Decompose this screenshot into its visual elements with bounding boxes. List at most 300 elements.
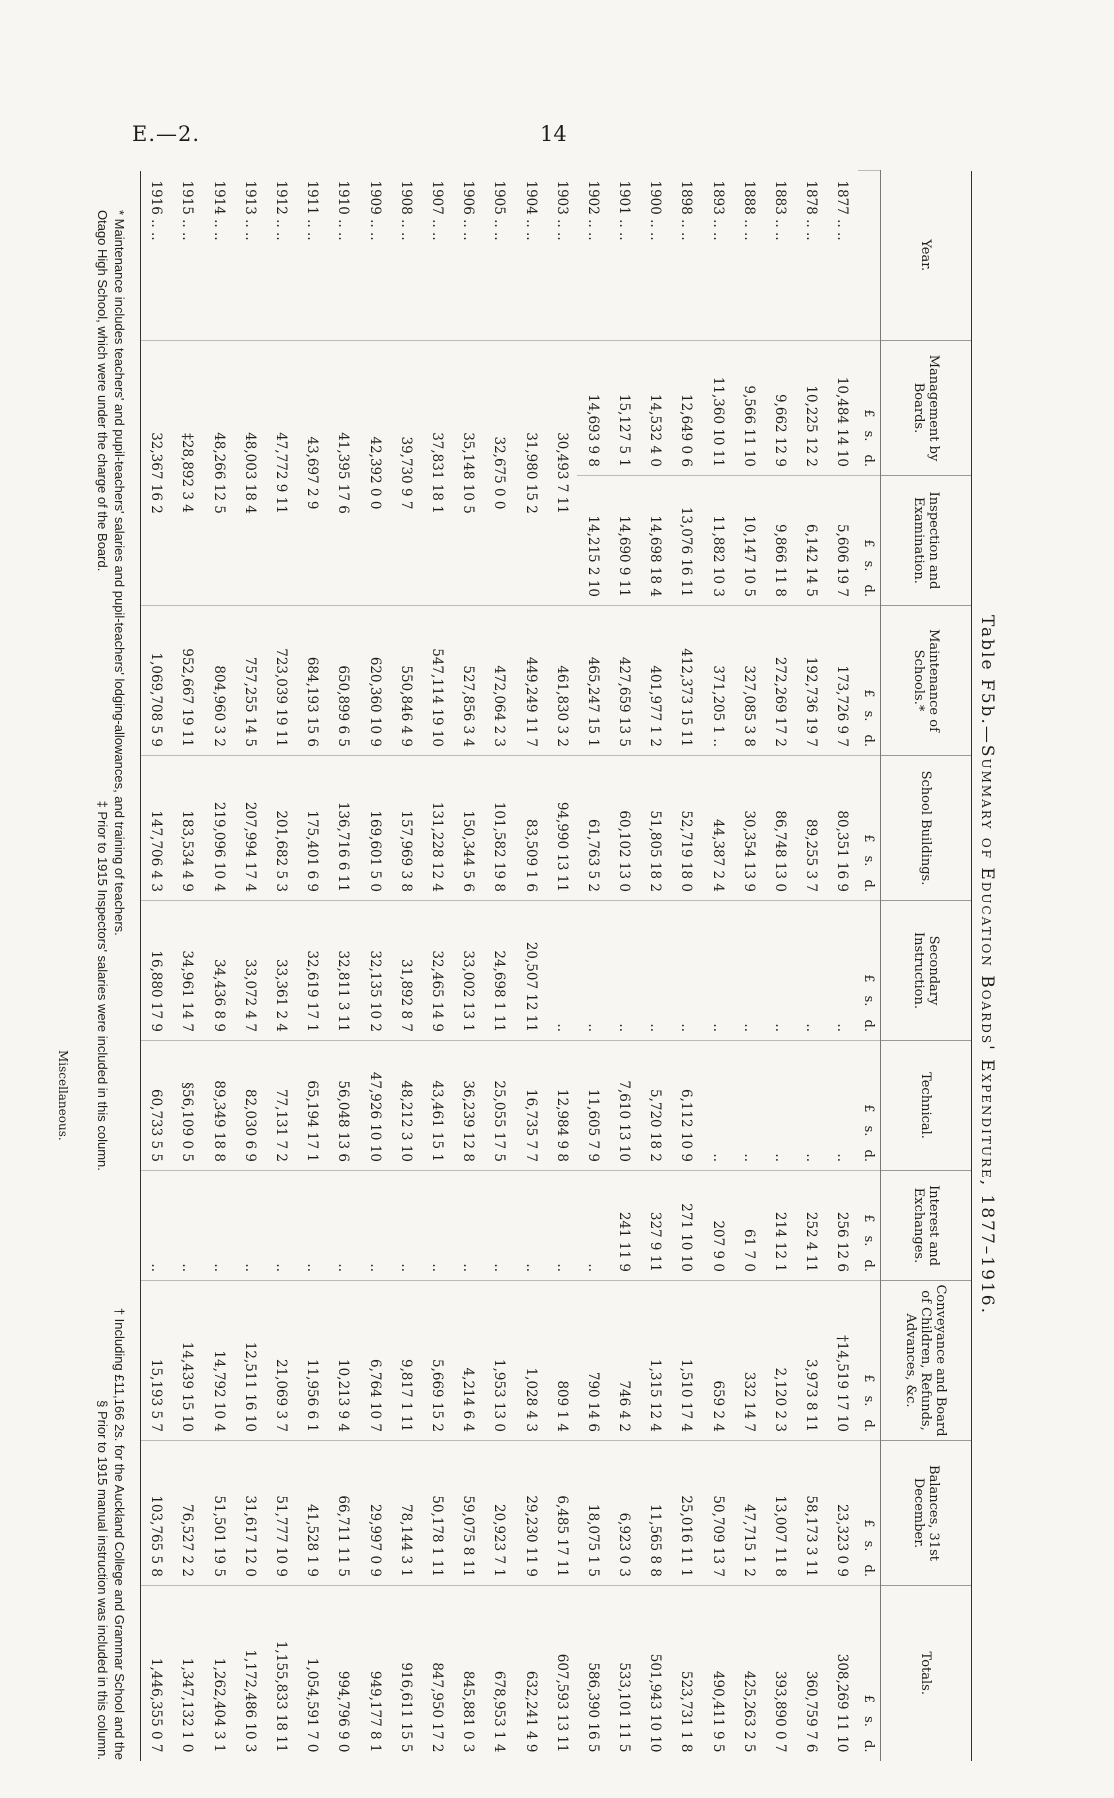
footnote-row-1 — [111, 210, 128, 1760]
value-cell: 136,716 6 11 — [328, 756, 359, 901]
table-title — [972, 170, 1002, 1760]
value-cell: 684,193 15 6 — [297, 606, 328, 756]
value-cell: .. — [484, 1171, 515, 1281]
unit-label: £ s. d. — [858, 606, 881, 756]
table-row — [515, 171, 546, 1761]
value-cell: 101,582 19 8 — [484, 756, 515, 901]
value-cell: 5,669 15 2 — [421, 1281, 452, 1441]
value-cell: 89,349 18 8 — [203, 1041, 234, 1171]
value-cell: 360,759 7 6 — [796, 1586, 827, 1761]
value-cell: 18,075 1 5 — [577, 1441, 608, 1586]
value-cell: 632,241 4 9 — [515, 1586, 546, 1761]
value-cell: 103,765 5 8 — [140, 1441, 172, 1586]
column-header: Conveyance and Board of Children, Refunds, Advances, &c. — [881, 1281, 972, 1441]
value-cell: 39,730 9 7 — [390, 341, 421, 606]
value-cell: 183,534 4 9 — [172, 756, 203, 901]
value-cell: 271 10 10 — [671, 1171, 702, 1281]
table-row — [484, 171, 515, 1761]
value-cell: 43,697 2 9 — [297, 341, 328, 606]
value-cell: 15,127 5 1 — [609, 341, 640, 476]
units-row — [858, 171, 881, 1761]
value-cell: .. — [764, 901, 795, 1041]
value-cell: 9,566 11 10 — [733, 341, 764, 476]
value-cell: 809 1 4 — [546, 1281, 577, 1441]
value-cell: 20,923 7 1 — [484, 1441, 515, 1586]
year-cell: 1911 .. .. — [304, 180, 321, 241]
column-header: Secondary Instruction. — [881, 901, 972, 1041]
value-cell: 427,659 13 5 — [609, 606, 640, 756]
value-cell: 3,973 8 11 — [796, 1281, 827, 1441]
value-cell: 13,007 11 8 — [764, 1441, 795, 1586]
value-cell: 78,144 3 1 — [390, 1441, 421, 1586]
rotated-table-panel — [56, 170, 1002, 1760]
value-cell: 327 9 11 — [640, 1171, 671, 1281]
value-cell: .. — [203, 1171, 234, 1281]
value-cell: 50,178 1 11 — [421, 1441, 452, 1586]
value-cell: 41,395 17 6 — [328, 341, 359, 606]
value-cell: 58,173 3 11 — [796, 1441, 827, 1586]
unit-label: £ s. d. — [858, 1441, 881, 1586]
value-cell: 607,593 13 11 — [546, 1586, 577, 1761]
year-cell: 1901 .. .. — [616, 180, 633, 241]
value-cell: 14,439 15 10 — [172, 1281, 203, 1441]
value-cell: .. — [702, 1041, 733, 1171]
header-row — [881, 171, 972, 1761]
value-cell: 252 4 11 — [796, 1171, 827, 1281]
table-row — [546, 171, 577, 1761]
value-cell: 256 12 6 — [827, 1171, 858, 1281]
value-cell: 24,698 1 11 — [484, 901, 515, 1041]
value-cell: 192,736 19 7 — [796, 606, 827, 756]
value-cell: 650,899 6 5 — [328, 606, 359, 756]
table-row — [733, 171, 764, 1761]
value-cell: 147,706 4 3 — [140, 756, 172, 901]
value-cell: 465,247 15 1 — [577, 606, 608, 756]
value-cell: .. — [359, 1171, 390, 1281]
value-cell: 16,735 7 7 — [515, 1041, 546, 1171]
value-cell: 327,085 3 8 — [733, 606, 764, 756]
value-cell: 30,354 13 9 — [733, 756, 764, 901]
value-cell: 12,649 0 6 — [671, 341, 702, 476]
year-cell: 1909 .. .. — [366, 180, 383, 241]
value-cell: 11,565 8 8 — [640, 1441, 671, 1586]
table-row — [577, 171, 608, 1761]
value-cell: .. — [702, 901, 733, 1041]
value-cell: 44,387 2 4 — [702, 756, 733, 901]
value-cell: 33,002 13 1 — [453, 901, 484, 1041]
value-cell: 949,177 8 1 — [359, 1586, 390, 1761]
value-cell: 201,682 5 3 — [265, 756, 296, 901]
value-cell: 56,048 13 6 — [328, 1041, 359, 1171]
value-cell: 804,960 3 2 — [203, 606, 234, 756]
value-cell: 425,263 2 5 — [733, 1586, 764, 1761]
year-cell: 1916 .. .. — [140, 171, 172, 341]
value-cell: 207,994 17 4 — [234, 756, 265, 901]
value-cell: .. — [733, 1041, 764, 1171]
value-cell: 76,527 2 2 — [172, 1441, 203, 1586]
value-cell: 6,485 17 11 — [546, 1441, 577, 1586]
value-cell: 32,619 17 1 — [297, 901, 328, 1041]
value-cell: 9,817 1 11 — [390, 1281, 421, 1441]
value-cell: 23,323 0 9 — [827, 1441, 858, 1586]
value-cell: 14,792 10 4 — [203, 1281, 234, 1441]
table-row — [609, 171, 640, 1761]
value-cell: 6,142 14 5 — [796, 476, 827, 606]
value-cell: 25,055 17 5 — [484, 1041, 515, 1171]
value-cell: 59,075 8 11 — [453, 1441, 484, 1586]
value-cell: 449,249 11 7 — [515, 606, 546, 756]
unit-label: £ s. d. — [858, 476, 881, 606]
value-cell: 6,764 10 7 — [359, 1281, 390, 1441]
unit-label: £ s. d. — [858, 756, 881, 901]
value-cell: 501,943 10 10 — [640, 1586, 671, 1761]
value-cell: 4,214 6 4 — [453, 1281, 484, 1441]
value-cell: 1,069,708 5 9 — [140, 606, 172, 756]
year-cell: 1914 .. .. — [210, 180, 227, 241]
value-cell: 5,606 19 7 — [827, 476, 858, 606]
value-cell: 723,039 19 11 — [265, 606, 296, 756]
footnote-row-2 — [94, 210, 111, 1760]
column-header: Year. — [881, 171, 972, 341]
value-cell: 175,401 6 9 — [297, 756, 328, 901]
unit-label: £ s. d. — [858, 901, 881, 1041]
value-cell: .. — [671, 901, 702, 1041]
value-cell: 48,266 12 5 — [203, 341, 234, 606]
value-cell: 32,675 0 0 — [484, 341, 515, 606]
table-row — [328, 171, 359, 1761]
value-cell: 1,315 12 4 — [640, 1281, 671, 1441]
year-cell: 1913 .. .. — [241, 180, 258, 241]
value-cell: 272,269 17 2 — [764, 606, 795, 756]
value-cell: .. — [515, 1171, 546, 1281]
value-cell: 845,881 0 3 — [453, 1586, 484, 1761]
value-cell: 757,255 14 5 — [234, 606, 265, 756]
value-cell: 47,926 10 10 — [359, 1041, 390, 1171]
value-cell: .. — [577, 1171, 608, 1281]
value-cell: 60,102 13 0 — [609, 756, 640, 901]
value-cell: 32,465 14 9 — [421, 901, 452, 1041]
value-cell: 94,990 13 11 — [546, 756, 577, 901]
table-row — [359, 171, 390, 1761]
value-cell: 214 12 1 — [764, 1171, 795, 1281]
value-cell: .. — [546, 901, 577, 1041]
value-cell: 523,731 1 8 — [671, 1586, 702, 1761]
year-cell: 1883 .. .. — [772, 180, 789, 241]
value-cell: 29,997 0 9 — [359, 1441, 390, 1586]
value-cell: 37,831 18 1 — [421, 341, 452, 606]
value-cell: 21,069 3 7 — [265, 1281, 296, 1441]
value-cell: 527,856 3 4 — [453, 606, 484, 756]
value-cell: 10,213 9 4 — [328, 1281, 359, 1441]
footnote-double-dagger: ‡ Prior to 1915 Inspectors' salaries were included in this column. — [94, 800, 110, 1171]
value-cell: 33,361 2 4 — [265, 901, 296, 1041]
value-cell: .. — [827, 1041, 858, 1171]
table-row — [702, 171, 733, 1761]
value-cell: 31,980 15 2 — [515, 341, 546, 606]
value-cell: 472,064 2 3 — [484, 606, 515, 756]
value-cell: 32,811 3 11 — [328, 901, 359, 1041]
table-row — [265, 171, 296, 1761]
unit-label: £ s. d. — [858, 341, 881, 476]
table-row — [140, 171, 172, 1761]
value-cell: 916,611 15 5 — [390, 1586, 421, 1761]
value-cell: 219,096 10 4 — [203, 756, 234, 901]
footnote-dagger: † Including £11,166 2s. for the Auckland College and Grammar School and the — [111, 1307, 127, 1760]
value-cell: 33,072 4 7 — [234, 901, 265, 1041]
value-cell: 52,719 18 0 — [671, 756, 702, 901]
value-cell: .. — [733, 901, 764, 1041]
value-cell: .. — [827, 901, 858, 1041]
value-cell: 10,484 14 10 — [827, 341, 858, 476]
unit-label: £ s. d. — [858, 1281, 881, 1441]
value-cell: 14,690 9 11 — [609, 476, 640, 606]
value-cell: 2,120 2 3 — [764, 1281, 795, 1441]
value-cell: 51,805 18 2 — [640, 756, 671, 901]
value-cell: 32,367 16 2 — [140, 341, 172, 606]
value-cell: 620,360 10 9 — [359, 606, 390, 756]
value-cell: .. — [796, 901, 827, 1041]
year-cell: 1903 .. .. — [553, 180, 570, 241]
value-cell: 11,360 10 11 — [702, 341, 733, 476]
value-cell: 47,772 9 11 — [265, 341, 296, 606]
value-cell: 86,748 13 0 — [764, 756, 795, 901]
value-cell: 16,880 17 9 — [140, 901, 172, 1041]
column-header: Totals. — [881, 1586, 972, 1761]
value-cell: .. — [577, 901, 608, 1041]
value-cell: 11,956 6 1 — [297, 1281, 328, 1441]
value-cell: 48,003 18 4 — [234, 341, 265, 606]
page-id: E.—2. — [132, 122, 201, 146]
unit-label: £ s. d. — [858, 1586, 881, 1761]
value-cell: 20,507 12 11 — [515, 901, 546, 1041]
value-cell: 14,215 2 10 — [577, 476, 608, 606]
value-cell: 32,135 10 2 — [359, 901, 390, 1041]
value-cell: .. — [297, 1171, 328, 1281]
value-cell: 82,030 6 9 — [234, 1041, 265, 1171]
value-cell: .. — [609, 901, 640, 1041]
value-cell: 12,984 9 8 — [546, 1041, 577, 1171]
value-cell: .. — [140, 1171, 172, 1281]
table-title-main: Summary of Education Boards' Expenditure, 1877–1916. — [977, 744, 997, 1315]
value-cell: 14,693 9 8 — [577, 341, 608, 476]
column-header: Inspection and Examination. — [881, 476, 972, 606]
value-cell: 77,131 7 2 — [265, 1041, 296, 1171]
year-cell: 1893 .. .. — [709, 180, 726, 241]
year-cell: 1902 .. .. — [584, 180, 601, 241]
value-cell: .. — [265, 1171, 296, 1281]
footnotes — [94, 170, 128, 1760]
value-cell: 169,601 5 0 — [359, 756, 390, 901]
value-cell: 1,262,404 3 1 — [203, 1586, 234, 1761]
value-cell: 790 14 6 — [577, 1281, 608, 1441]
table-row — [640, 171, 671, 1761]
value-cell: 83,509 1 6 — [515, 756, 546, 901]
unit-label: £ s. d. — [858, 1171, 881, 1281]
table-title-prefix: Table F5b.— — [977, 615, 997, 745]
table-row — [297, 171, 328, 1761]
value-cell: 15,193 5 7 — [140, 1281, 172, 1441]
year-cell: 1912 .. .. — [273, 180, 290, 241]
value-cell: 13,076 16 11 — [671, 476, 702, 606]
value-cell: .. — [640, 901, 671, 1041]
value-cell: 371,205 1 .. — [702, 606, 733, 756]
value-cell: 12,511 16 10 — [234, 1281, 265, 1441]
value-cell: 9,866 11 8 — [764, 476, 795, 606]
value-cell: 41,528 1 9 — [297, 1441, 328, 1586]
value-cell: 586,390 16 5 — [577, 1586, 608, 1761]
year-cell: 1908 .. .. — [397, 180, 414, 241]
value-cell: 401,977 1 2 — [640, 606, 671, 756]
value-cell: .. — [328, 1171, 359, 1281]
value-cell: 678,953 1 4 — [484, 1586, 515, 1761]
column-header: Interest and Exchanges. — [881, 1171, 972, 1281]
footnote-otago: Otago High School, which were under the charge of the Board. — [94, 210, 110, 572]
year-cell: 1910 .. .. — [335, 180, 352, 241]
value-cell: 14,698 18 4 — [640, 476, 671, 606]
value-cell: 994,796 9 0 — [328, 1586, 359, 1761]
value-cell: 48,212 3 10 — [390, 1041, 421, 1171]
value-cell: 847,950 17 2 — [421, 1586, 452, 1761]
value-cell: 659 2 4 — [702, 1281, 733, 1441]
value-cell: 10,147 10 5 — [733, 476, 764, 606]
value-cell: 1,028 4 3 — [515, 1281, 546, 1441]
value-cell: 746 4 2 — [609, 1281, 640, 1441]
value-cell: 34,436 8 9 — [203, 901, 234, 1041]
year-cell: 1878 .. .. — [803, 180, 820, 241]
value-cell: 241 11 9 — [609, 1171, 640, 1281]
value-cell: 34,961 14 7 — [172, 901, 203, 1041]
year-cell: 1906 .. .. — [460, 180, 477, 241]
value-cell: 14,532 4 0 — [640, 341, 671, 476]
value-cell: 207 9 0 — [702, 1171, 733, 1281]
value-cell: 50,709 13 7 — [702, 1441, 733, 1586]
year-cell: 1905 .. .. — [491, 180, 508, 241]
value-cell: 66,711 11 5 — [328, 1441, 359, 1586]
value-cell: 393,890 0 7 — [764, 1586, 795, 1761]
value-cell: 533,101 11 5 — [609, 1586, 640, 1761]
value-cell: 89,255 3 7 — [796, 756, 827, 901]
table-row — [203, 171, 234, 1761]
value-cell: 60,733 5 5 — [140, 1041, 172, 1171]
miscellaneous-note: Miscellaneous. — [56, 1050, 70, 1141]
value-cell: 490,411 9 5 — [702, 1586, 733, 1761]
value-cell: 11,882 10 3 — [702, 476, 733, 606]
value-cell: 51,777 10 9 — [265, 1441, 296, 1586]
table-row — [421, 171, 452, 1761]
value-cell: .. — [172, 1171, 203, 1281]
year-cell: 1907 .. .. — [428, 180, 445, 241]
value-cell: 35,148 10 5 — [453, 341, 484, 606]
value-cell: 47,715 1 2 — [733, 1441, 764, 1586]
value-cell: 332 14 7 — [733, 1281, 764, 1441]
column-header: Management by Boards. — [881, 341, 972, 476]
value-cell: .. — [421, 1171, 452, 1281]
value-cell: 412,373 15 11 — [671, 606, 702, 756]
value-cell: 1,155,833 18 11 — [265, 1586, 296, 1761]
value-cell: 6,112 10 9 — [671, 1041, 702, 1171]
value-cell: .. — [453, 1171, 484, 1281]
column-header: Maintenance of Schools.* — [881, 606, 972, 756]
value-cell: 1,172,486 10 3 — [234, 1586, 265, 1761]
table-row — [390, 171, 421, 1761]
value-cell: 173,726 9 7 — [827, 606, 858, 756]
column-header: School Buildings. — [881, 756, 972, 901]
table-row — [796, 171, 827, 1761]
value-cell: 131,228 12 4 — [421, 756, 452, 901]
value-cell: 80,351 16 9 — [827, 756, 858, 901]
value-cell: 308,269 11 10 — [827, 1586, 858, 1761]
value-cell: 10,225 12 2 — [796, 341, 827, 476]
table-row — [827, 171, 858, 1761]
table-row — [671, 171, 702, 1761]
expenditure-table — [140, 170, 972, 1761]
value-cell: .. — [796, 1041, 827, 1171]
value-cell: 1,347,132 1 0 — [172, 1586, 203, 1761]
table-row — [234, 171, 265, 1761]
footnote-section: § Prior to 1915 manual instruction was included in this column. — [94, 1400, 110, 1760]
value-cell: 25,016 11 1 — [671, 1441, 702, 1586]
value-cell: 9,662 12 9 — [764, 341, 795, 476]
value-cell: 61,763 5 2 — [577, 756, 608, 901]
value-cell: 1,054,591 7 0 — [297, 1586, 328, 1761]
year-cell: 1898 .. .. — [678, 180, 695, 241]
year-cell: 1888 .. .. — [740, 180, 757, 241]
unit-label: £ s. d. — [858, 1041, 881, 1171]
page-number: 14 — [540, 122, 567, 146]
value-cell: ‡28,892 3 4 — [172, 341, 203, 606]
value-cell: 11,605 7 9 — [577, 1041, 608, 1171]
value-cell: 461,830 3 2 — [546, 606, 577, 756]
value-cell: †14,519 17 10 — [827, 1281, 858, 1441]
value-cell: 1,446,355 0 7 — [140, 1586, 172, 1761]
value-cell: 61 7 0 — [733, 1171, 764, 1281]
value-cell: 36,239 12 8 — [453, 1041, 484, 1171]
column-header: Balances, 31st December. — [881, 1441, 972, 1586]
value-cell: 5,720 18 2 — [640, 1041, 671, 1171]
value-cell: 42,392 0 0 — [359, 341, 390, 606]
value-cell: .. — [390, 1171, 421, 1281]
table-body — [140, 171, 858, 1761]
value-cell: 157,969 3 8 — [390, 756, 421, 901]
value-cell: 6,923 0 3 — [609, 1441, 640, 1586]
column-header: Technical. — [881, 1041, 972, 1171]
table-row — [764, 171, 795, 1761]
value-cell: 150,344 5 6 — [453, 756, 484, 901]
table-row — [453, 171, 484, 1761]
value-cell: 547,114 19 10 — [421, 606, 452, 756]
value-cell: 31,892 8 7 — [390, 901, 421, 1041]
year-cell: 1877 .. .. — [834, 180, 851, 241]
year-cell: 1900 .. .. — [647, 180, 664, 241]
value-cell: 31,617 12 0 — [234, 1441, 265, 1586]
year-cell: 1904 .. .. — [522, 180, 539, 241]
table-row — [172, 171, 203, 1761]
value-cell: .. — [546, 1171, 577, 1281]
value-cell: .. — [764, 1041, 795, 1171]
year-cell: 1915 .. .. — [179, 180, 196, 241]
value-cell: §56,109 0 5 — [172, 1041, 203, 1171]
value-cell: 51,501 19 5 — [203, 1441, 234, 1586]
value-cell: 1,953 13 0 — [484, 1281, 515, 1441]
value-cell: .. — [234, 1171, 265, 1281]
value-cell: 43,461 15 1 — [421, 1041, 452, 1171]
value-cell: 550,846 4 9 — [390, 606, 421, 756]
value-cell: 65,194 17 1 — [297, 1041, 328, 1171]
value-cell: 952,667 19 11 — [172, 606, 203, 756]
footnote-maintenance: * Maintenance includes teachers' and pupil-teachers' salaries and pupil-teachers' lodging-allowances, and training of teachers. — [111, 210, 127, 936]
value-cell: 1,510 17 4 — [671, 1281, 702, 1441]
unit-label — [858, 171, 881, 341]
